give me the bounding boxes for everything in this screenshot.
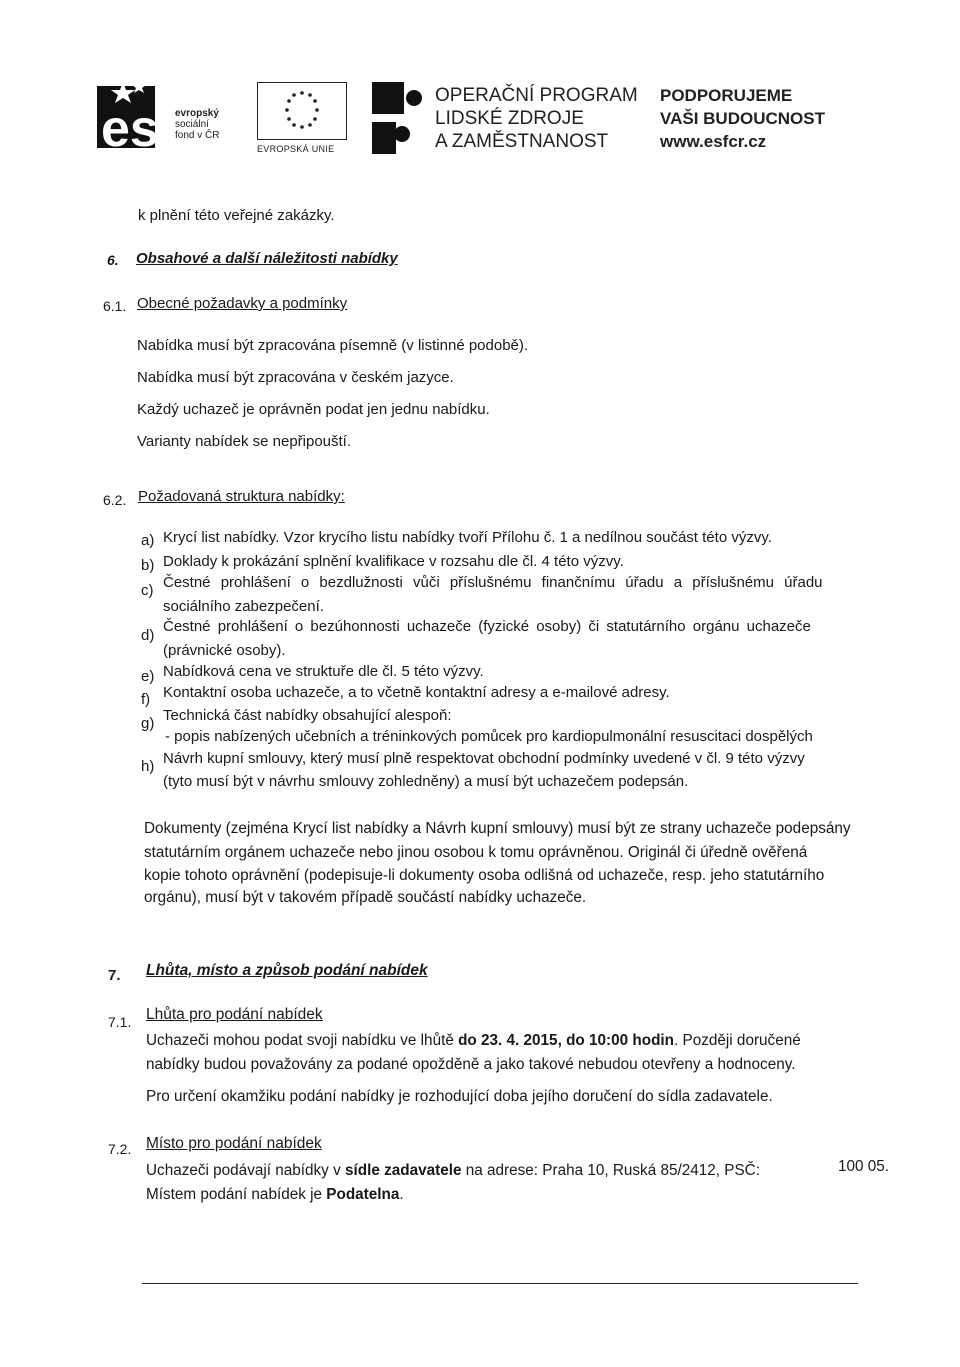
paragraph-line: nabídky budou považovány za podané opožděně a jako takové nebudou otevřeny a hodnoceny. xyxy=(146,1056,796,1073)
section-6-1-number: 6.1. xyxy=(103,298,127,314)
postal-code: 100 05. xyxy=(838,1158,890,1175)
text-span: Podatelna xyxy=(326,1186,400,1203)
list-item: Čestné prohlášení o bezúhonnosti uchazeče (fyzické osoby) či statutárního orgánu uchazeče xyxy=(163,618,811,635)
address-paragraph xyxy=(146,1162,760,1180)
slogan-line: VAŠI BUDOUCNOST xyxy=(660,109,825,128)
section-6-1-title: Obecné požadavky a podmínky xyxy=(137,295,348,312)
esf-subtitle xyxy=(175,108,219,141)
list-item-bullet: - popis nabízených učebních a tréninkových pomůcek pro kardiopulmonální resuscitaci dospělých xyxy=(165,728,813,745)
list-marker: e) xyxy=(141,668,155,685)
text-span: Uchazeči mohou podat svoji nabídku ve lhůtě xyxy=(146,1032,459,1049)
section-7-1-number: 7.1. xyxy=(108,1014,132,1030)
section-7-number: 7. xyxy=(108,967,121,984)
esf-sub-line: sociální xyxy=(175,119,209,130)
list-item: Krycí list nabídky. Vzor krycího listu nabídky tvoří Přílohu č. 1 a nedílnou součást této výzvy. xyxy=(163,529,772,546)
list-marker: f) xyxy=(141,691,151,708)
esf-letters: esf xyxy=(101,100,177,154)
list-item: Nabídková cena ve struktuře dle čl. 5 této výzvy. xyxy=(163,663,484,680)
footer-divider xyxy=(142,1283,858,1284)
list-item: Návrh kupní smlouvy, který musí plně respektovat obchodní podmínky uvedené v čl. 9 této výzvy xyxy=(163,750,805,767)
paragraph-line: statutárním orgánem uchazeče nebo jinou osobou k tomu oprávněnou. Originál či úředně ověřená xyxy=(144,844,808,861)
list-marker: d) xyxy=(141,627,155,644)
esf-sub-line: evropský xyxy=(175,108,219,119)
list-marker: c) xyxy=(141,582,154,599)
section-6-2-number: 6.2. xyxy=(103,492,127,508)
support-slogan xyxy=(660,84,825,153)
paragraph-line: Dokumenty (zejména Krycí list nabídky a Návrh kupní smlouvy) musí být ze strany uchazeče podepsány xyxy=(144,820,851,837)
esf-sub-line: fond v ČR xyxy=(175,130,220,141)
op-line: OPERAČNÍ PROGRAM xyxy=(435,85,638,106)
op-line: A ZAMĚSTNANOST xyxy=(435,131,609,152)
website-link[interactable]: www.esfcr.cz xyxy=(660,132,767,151)
op-program-name xyxy=(435,84,638,153)
submission-place xyxy=(146,1186,404,1204)
paragraph-line: Každý uchazeč je oprávněn podat jen jednu nabídku. xyxy=(137,401,490,418)
paragraph-line: Varianty nabídek se nepřipouští. xyxy=(137,433,352,450)
section-7-2-number: 7.2. xyxy=(108,1141,132,1157)
section-6-2-title: Požadovaná struktura nabídky: xyxy=(138,488,345,505)
section-6-title: Obsahové a další náležitosti nabídky xyxy=(136,250,398,267)
section-6-number: 6. xyxy=(107,252,119,268)
continuation-text: k plnění této veřejné zakázky. xyxy=(138,207,335,224)
list-marker: b) xyxy=(141,557,155,574)
list-item: Doklady k prokázání splnění kvalifikace v rozsahu dle čl. 4 této výzvy. xyxy=(163,553,624,570)
esf-logo xyxy=(95,80,245,154)
list-item: Kontaktní osoba uchazeče, a to včetně kontaktní adresy a e-mailové adresy. xyxy=(163,684,670,701)
slogan-line: PODPORUJEME xyxy=(660,86,793,105)
deadline-date: do 23. 4. 2015, do 10:00 hodin xyxy=(458,1032,675,1049)
address-text: na adrese: Praha 10, Ruská 85/2412, PSČ: xyxy=(461,1162,760,1179)
section-7-2-title: Místo pro podání nabídek xyxy=(146,1135,322,1152)
list-item-continuation: (tyto musí být v návrhu smlouvy zohledněny) a musí být uchazečem podepsán. xyxy=(163,773,689,790)
paragraph-line: orgánu), musí být v takovém případě součástí nabídky uchazeče. xyxy=(144,889,587,906)
op-line: LIDSKÉ ZDROJE xyxy=(435,108,584,129)
text-span: . Později doručené xyxy=(674,1032,801,1049)
paragraph-line: Nabídka musí být zpracována písemně (v listinné podobě). xyxy=(137,337,529,354)
deadline-paragraph xyxy=(146,1032,801,1050)
list-item: Čestné prohlášení o bezdlužnosti vůči příslušnému finančnímu úřadu a příslušnému úřadu xyxy=(163,574,823,591)
paragraph-line: kopie tohoto oprávnění (podepisuje-li dokumenty osoba odlišná od uchazeče, resp. jeho statutárního xyxy=(144,867,825,884)
list-item-continuation: (právnické osoby). xyxy=(163,642,286,659)
text-span: sídle zadavatele xyxy=(344,1162,462,1179)
list-marker: g) xyxy=(141,715,155,732)
list-marker: a) xyxy=(141,532,155,549)
paragraph-line: Nabídka musí být zpracována v českém jazyce. xyxy=(137,369,454,386)
eu-flag-icon xyxy=(257,82,347,140)
list-item-continuation: sociálního zabezpečení. xyxy=(163,598,324,615)
section-7-1-title: Lhůta pro podání nabídek xyxy=(146,1006,323,1023)
paragraph-line: Pro určení okamžiku podání nabídky je rozhodující doba jejího doručení do sídla zadavatele. xyxy=(146,1088,773,1105)
eu-caption: EVROPSKÁ UNIE xyxy=(257,144,335,154)
text-span: Místem podání nabídek je xyxy=(146,1186,327,1203)
page-header xyxy=(95,78,840,158)
text-span: . xyxy=(399,1186,404,1203)
op-lzz-logo-icon xyxy=(372,82,422,154)
list-item: Technická část nabídky obsahující alespoň: xyxy=(163,707,452,724)
list-marker: h) xyxy=(141,758,155,775)
text-span: Uchazeči podávají nabídky v xyxy=(146,1162,345,1179)
section-7-title: Lhůta, místo a způsob podání nabídek xyxy=(146,962,428,979)
